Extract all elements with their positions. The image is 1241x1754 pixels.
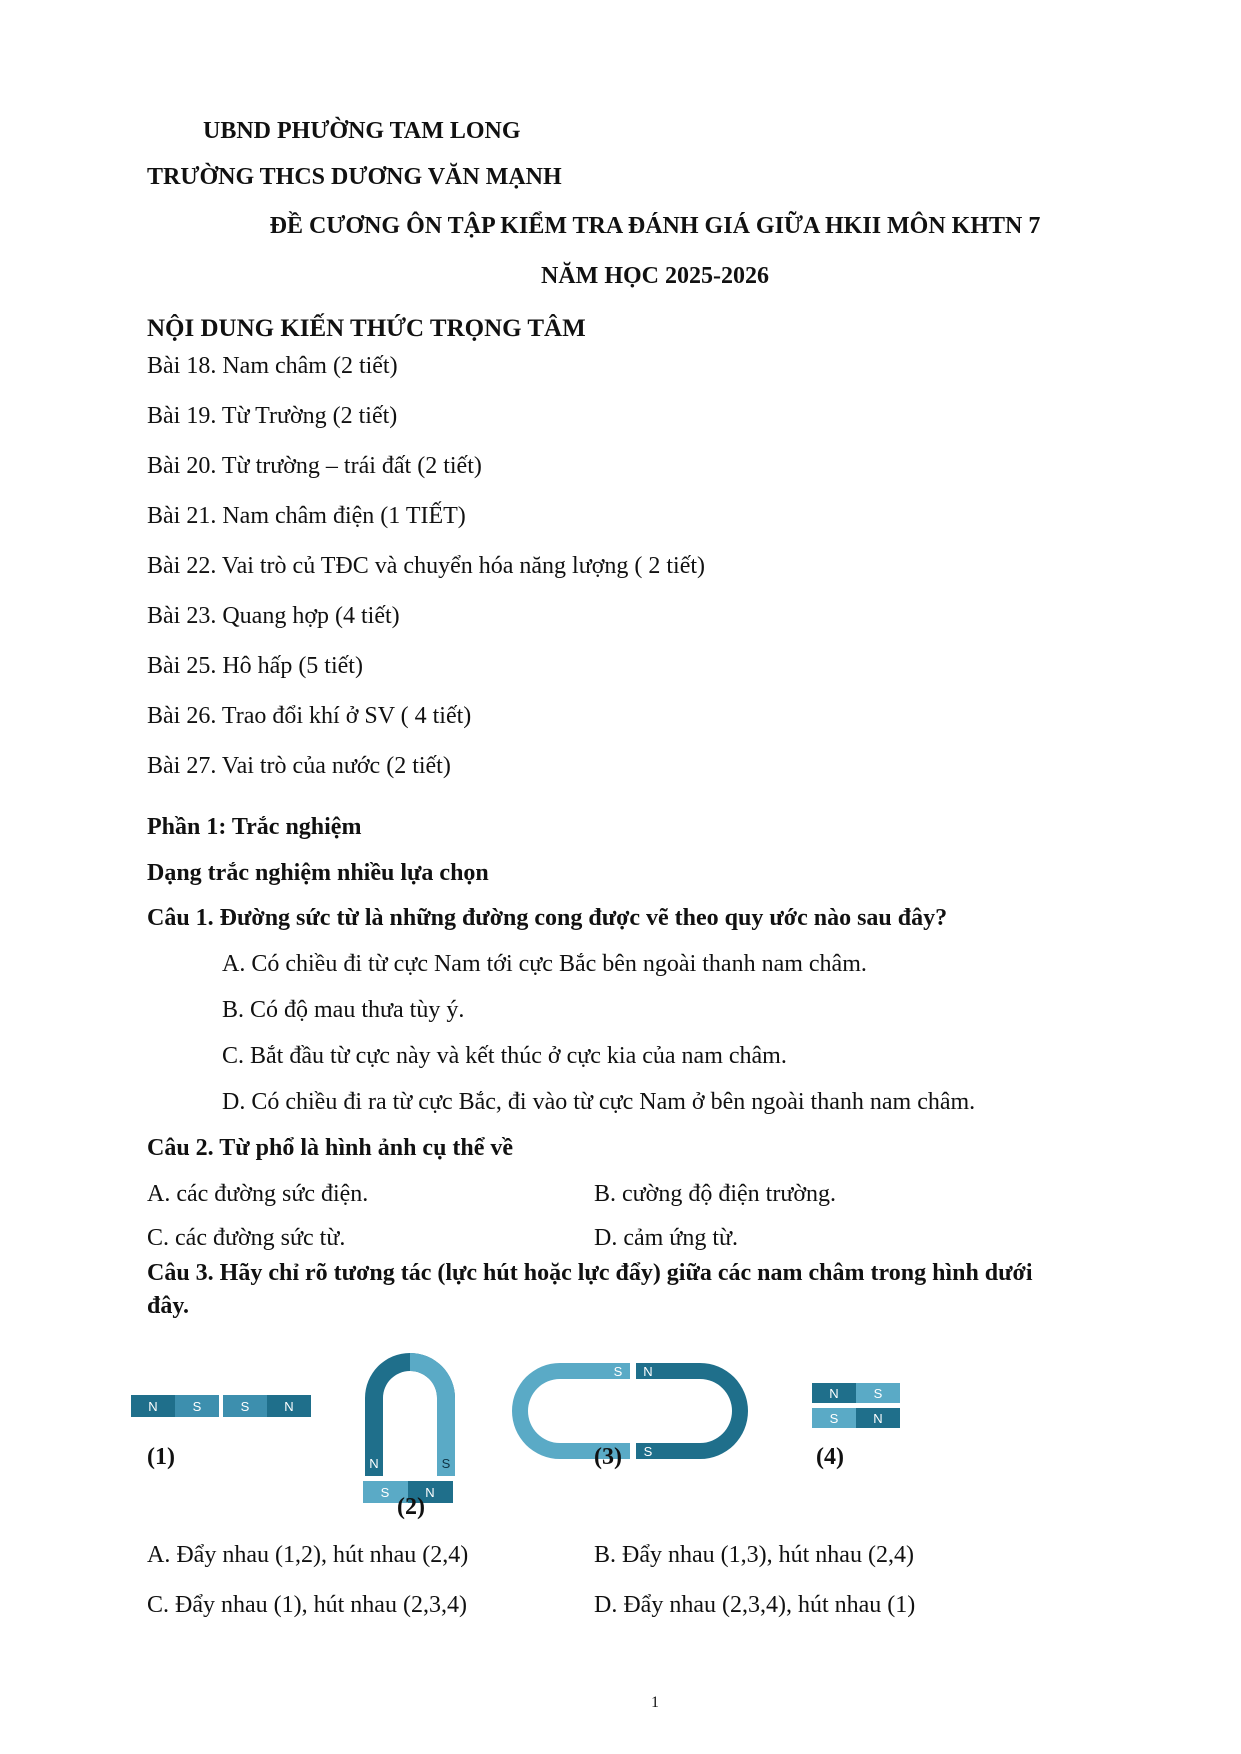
pole-letter: S — [613, 1364, 623, 1379]
question-1-option-b: B. Có độ mau thưa tùy ý. — [222, 997, 465, 1023]
document-title: ĐỀ CƯƠNG ÔN TẬP KIỂM TRA ĐÁNH GIÁ GIỮA HKII MÔN KHTN 7 — [269, 213, 1041, 239]
lesson-item: Bài 23. Quang hợp (4 tiết) — [147, 603, 400, 629]
pole-letter: N — [873, 1411, 883, 1426]
lesson-item: Bài 27. Vai trò của nước (2 tiết) — [147, 753, 451, 779]
question-3-option-d: D. Đẩy nhau (2,3,4), hút nhau (1) — [594, 1592, 916, 1618]
question-3-option-a: A. Đẩy nhau (1,2), hút nhau (2,4) — [147, 1542, 469, 1568]
school-name: TRƯỜNG THCS DƯƠNG VĂN MẠNH — [147, 164, 562, 190]
lesson-item: Bài 22. Vai trò củ TĐC và chuyển hóa năng lượng ( 2 tiết) — [147, 553, 706, 579]
lesson-item: Bài 18. Nam châm (2 tiết) — [147, 353, 398, 379]
figure-label-3: (3) — [594, 1444, 622, 1470]
figure-label-2: (2) — [397, 1494, 425, 1520]
question-3-option-b: B. Đẩy nhau (1,3), hút nhau (2,4) — [594, 1542, 914, 1568]
pole-letter: S — [643, 1444, 653, 1459]
school-year: NĂM HỌC 2025-2026 — [541, 263, 769, 289]
content-heading: NỘI DUNG KIẾN THỨC TRỌNG TÂM — [147, 315, 586, 342]
lesson-item: Bài 26. Trao đổi khí ở SV ( 4 tiết) — [147, 703, 472, 729]
pole-letter: S — [441, 1456, 451, 1471]
question-3-option-c: C. Đẩy nhau (1), hút nhau (2,3,4) — [147, 1592, 467, 1618]
pole-letter: N — [829, 1386, 839, 1401]
question-2-option-c: C. các đường sức từ. — [147, 1225, 346, 1251]
question-2-option-a: A. các đường sức điện. — [147, 1181, 369, 1207]
question-1-option-a: A. Có chiều đi từ cực Nam tới cực Bắc bên ngoài thanh nam châm. — [222, 951, 867, 977]
pole-letter: N — [369, 1456, 379, 1471]
question-1-text: Câu 1. Đường sức từ là những đường cong được vẽ theo quy ước nào sau đây? — [147, 905, 948, 931]
question-1-option-d: D. Có chiều đi ra từ cực Bắc, đi vào từ cực Nam ở bên ngoài thanh nam châm. — [222, 1089, 976, 1115]
magnet-pair-2 — [363, 1353, 455, 1503]
question-2-option-d: D. cảm ứng từ. — [594, 1225, 738, 1251]
pole-letter: N — [643, 1364, 653, 1379]
question-2-text: Câu 2. Từ phổ là hình ảnh cụ thể về — [147, 1135, 514, 1161]
question-2-option-b: B. cường độ điện trường. — [594, 1181, 837, 1207]
magnet-pair-4 — [812, 1383, 900, 1428]
figure-label-1: (1) — [147, 1444, 175, 1470]
lesson-item: Bài 25. Hô hấp (5 tiết) — [147, 653, 363, 679]
pole-letter: S — [829, 1411, 839, 1426]
org-name: UBND PHƯỜNG TAM LONG — [203, 118, 521, 144]
page-number: 1 — [651, 1694, 659, 1711]
pole-letter: N — [284, 1399, 294, 1414]
part1-title: Phần 1: Trắc nghiệm — [147, 814, 362, 840]
pole-letter: S — [240, 1399, 250, 1414]
lesson-item: Bài 20. Từ trường – trái đất (2 tiết) — [147, 453, 482, 479]
question-3-text-line2: đây. — [147, 1293, 190, 1319]
pole-letter: S — [192, 1399, 202, 1414]
pole-letter: S — [873, 1386, 883, 1401]
figure-label-4: (4) — [816, 1444, 844, 1470]
lesson-item: Bài 21. Nam châm điện (1 TIẾT) — [147, 503, 466, 529]
pole-letter: N — [148, 1399, 158, 1414]
question-1-option-c: C. Bắt đầu từ cực này và kết thúc ở cực kia của nam châm. — [222, 1043, 787, 1069]
magnet-pair-3 — [512, 1363, 748, 1459]
pole-letter: S — [380, 1485, 390, 1500]
part1-subtitle: Dạng trắc nghiệm nhiều lựa chọn — [147, 860, 489, 886]
magnet-pair-1 — [131, 1395, 311, 1417]
lesson-item: Bài 19. Từ Trường (2 tiết) — [147, 403, 398, 429]
u-magnet-right — [636, 1363, 748, 1459]
question-3-text-line1: Câu 3. Hãy chỉ rõ tương tác (lực hút hoặc lực đẩy) giữa các nam châm trong hình dưới — [147, 1260, 1033, 1286]
pole-letter: N — [425, 1485, 435, 1500]
